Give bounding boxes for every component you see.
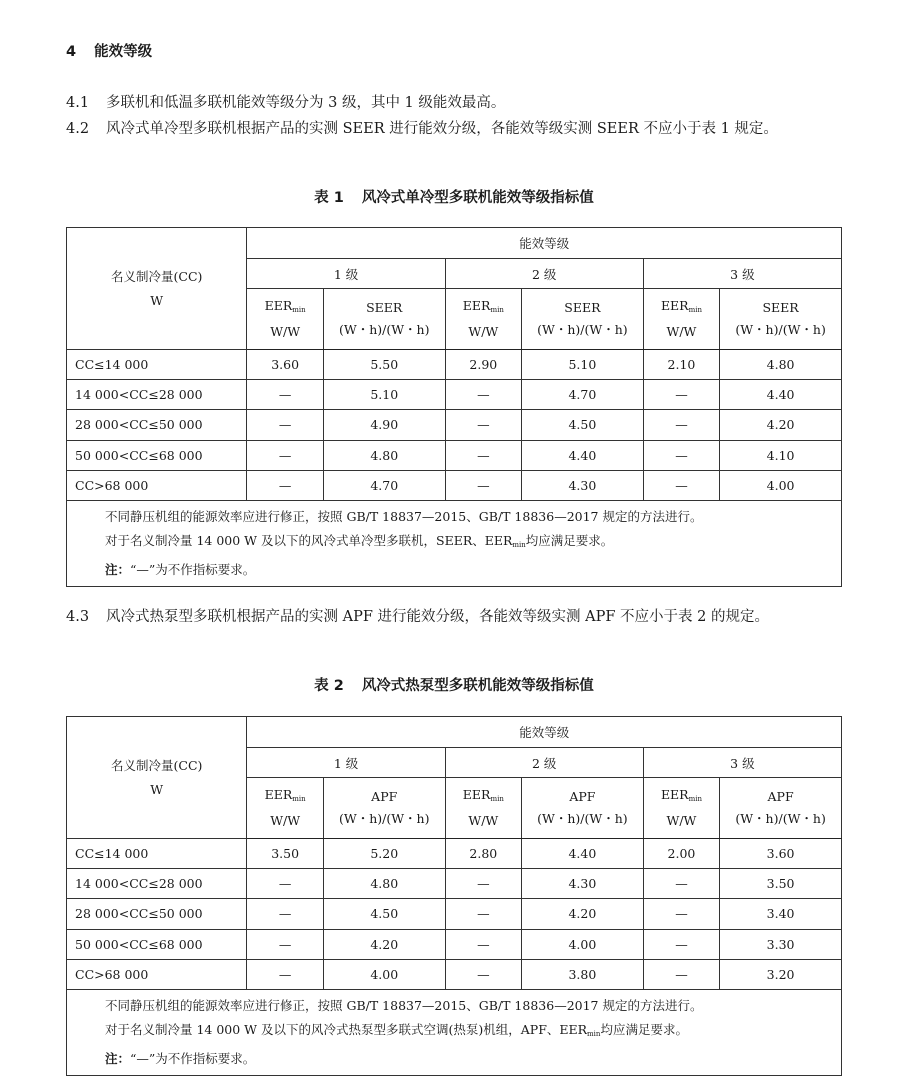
value-cell: 5.10 — [522, 350, 644, 380]
value-cell: 4.80 — [323, 440, 445, 470]
table-1-caption: 表 1 风冷式单冷型多联机能效等级指标值 — [314, 190, 594, 206]
eer-cell: — — [643, 410, 719, 440]
grade-3-header: 3 级 — [643, 259, 841, 289]
table-row — [67, 839, 842, 869]
table-row — [67, 410, 842, 440]
eer-cell: — — [445, 380, 521, 410]
apf-header: APF (W・h)/(W・h) — [323, 778, 445, 839]
value-cell: 3.30 — [720, 929, 842, 959]
row-label: 50 000<CC≤68 000 — [67, 440, 247, 470]
value-cell: 4.90 — [323, 410, 445, 440]
row-label: 14 000<CC≤28 000 — [67, 380, 247, 410]
row-label: 28 000<CC≤50 000 — [67, 899, 247, 929]
eer-cell: — — [247, 410, 323, 440]
grade-group-header: 能效等级 — [247, 717, 842, 748]
value-cell: 4.20 — [522, 899, 644, 929]
row-label: 14 000<CC≤28 000 — [67, 869, 247, 899]
eer-cell: — — [445, 470, 521, 500]
table-row — [67, 929, 842, 959]
value-cell: 4.40 — [720, 380, 842, 410]
row-label: CC≤14 000 — [67, 350, 247, 380]
table-notes: 不同静压机组的能源效率应进行修正，按照 GB/T 18837—2015、GB/T 18836—2017 规定的方法进行。 对于名义制冷量 14 000 W 及以下的风冷式热泵型多联式空调(热泵)机组，APF、$EER_{min}$均应满足要求。 注：“—”为不作指标要求。 — [67, 989, 842, 1076]
eer-cell: — — [247, 869, 323, 899]
table-row — [67, 899, 842, 929]
value-cell: 4.50 — [522, 410, 644, 440]
value-cell: 3.40 — [720, 899, 842, 929]
value-cell: 5.50 — [323, 350, 445, 380]
grade-1-header: 1 级 — [247, 748, 445, 778]
table-row — [67, 350, 842, 380]
grade-group-header: 能效等级 — [247, 228, 842, 259]
value-cell: 4.40 — [522, 839, 644, 869]
value-cell: 4.00 — [720, 470, 842, 500]
table-row — [67, 380, 842, 410]
table-body — [67, 350, 842, 501]
row-label: CC>68 000 — [67, 470, 247, 500]
table-row — [67, 869, 842, 899]
value-cell: 4.30 — [522, 869, 644, 899]
value-cell: 4.80 — [323, 869, 445, 899]
eer-cell: — — [643, 869, 719, 899]
eer-cell: — — [247, 440, 323, 470]
cc-column-header: 名义制冷量(CC) W — [67, 717, 247, 839]
eer-cell: — — [247, 899, 323, 929]
row-label: 50 000<CC≤68 000 — [67, 929, 247, 959]
eer-cell: — — [643, 440, 719, 470]
row-label: CC≤14 000 — [67, 839, 247, 869]
grade-2-header: 2 级 — [445, 748, 643, 778]
table-2 — [66, 716, 842, 1076]
eer-cell: — — [643, 929, 719, 959]
eer-cell: — — [445, 410, 521, 440]
grade-1-header: 1 级 — [247, 259, 445, 289]
eer-header: $EER_{min}$ W/W — [643, 778, 719, 839]
eer-header: $EER_{min}$ W/W — [445, 289, 521, 350]
eer-cell: — — [247, 470, 323, 500]
eer-cell: — — [445, 899, 521, 929]
eer-header: $EER_{min}$ W/W — [247, 289, 323, 350]
table-row — [67, 470, 842, 500]
eer-cell: — — [445, 959, 521, 989]
grade-2-header: 2 级 — [445, 259, 643, 289]
value-cell: 4.80 — [720, 350, 842, 380]
value-cell: 5.20 — [323, 839, 445, 869]
value-cell: 3.60 — [720, 839, 842, 869]
grade-3-header: 3 级 — [643, 748, 841, 778]
paragraph-4-1: 4.1 多联机和低温多联机能效等级分为 3 级，其中 1 级能效最高。 — [66, 95, 506, 111]
apf-header: APF (W・h)/(W・h) — [720, 778, 842, 839]
value-cell: 4.40 — [522, 440, 644, 470]
value-cell: 4.20 — [720, 410, 842, 440]
table-row — [67, 440, 842, 470]
section-number: 4 — [66, 44, 77, 60]
eer-cell: — — [643, 899, 719, 929]
seer-header: SEER (W・h)/(W・h) — [720, 289, 842, 350]
paragraph-4-3: 4.3 风冷式热泵型多联机根据产品的实测 APF 进行能效分级，各能效等级实测 APF 不应小于表 2 的规定。 — [66, 609, 769, 625]
eer-cell: 3.50 — [247, 839, 323, 869]
eer-cell: — — [247, 380, 323, 410]
value-cell: 3.50 — [720, 869, 842, 899]
value-cell: 4.20 — [323, 929, 445, 959]
value-cell: 4.30 — [522, 470, 644, 500]
eer-cell: — — [445, 929, 521, 959]
seer-header: SEER (W・h)/(W・h) — [323, 289, 445, 350]
value-cell: 4.00 — [323, 959, 445, 989]
eer-cell: — — [643, 470, 719, 500]
eer-cell: 2.10 — [643, 350, 719, 380]
eer-header: $EER_{min}$ W/W — [643, 289, 719, 350]
table-notes: 不同静压机组的能源效率应进行修正，按照 GB/T 18837—2015、GB/T 18836—2017 规定的方法进行。 对于名义制冷量 14 000 W 及以下的风冷式单冷型多联机，SEER、$EER_{min}$均应满足要求。 注：“—”为不作指标要求。 — [67, 500, 842, 587]
value-cell: 4.10 — [720, 440, 842, 470]
eer-header: $EER_{min}$ W/W — [445, 778, 521, 839]
row-label: 28 000<CC≤50 000 — [67, 410, 247, 440]
value-cell: 3.80 — [522, 959, 644, 989]
eer-cell: — — [247, 929, 323, 959]
eer-cell: — — [643, 959, 719, 989]
eer-cell: — — [445, 869, 521, 899]
section-heading — [66, 40, 152, 61]
section-title: 能效等级 — [94, 44, 153, 60]
table-body — [67, 839, 842, 990]
value-cell: 3.20 — [720, 959, 842, 989]
value-cell: 4.50 — [323, 899, 445, 929]
seer-header: SEER (W・h)/(W・h) — [522, 289, 644, 350]
eer-cell: 2.90 — [445, 350, 521, 380]
table-2-caption: 表 2 风冷式热泵型多联机能效等级指标值 — [314, 678, 594, 694]
paragraph-4-2: 4.2 风冷式单冷型多联机根据产品的实测 SEER 进行能效分级，各能效等级实测 SEER 不应小于表 1 规定。 — [66, 121, 778, 137]
eer-cell: — — [643, 380, 719, 410]
eer-cell: — — [247, 959, 323, 989]
value-cell: 5.10 — [323, 380, 445, 410]
apf-header: APF (W・h)/(W・h) — [522, 778, 644, 839]
value-cell: 4.70 — [522, 380, 644, 410]
table-1 — [66, 227, 842, 587]
row-label: CC>68 000 — [67, 959, 247, 989]
eer-cell: — — [445, 440, 521, 470]
eer-cell: 2.80 — [445, 839, 521, 869]
cc-column-header: 名义制冷量(CC) W — [67, 228, 247, 350]
value-cell: 4.00 — [522, 929, 644, 959]
table-row — [67, 959, 842, 989]
eer-cell: 2.00 — [643, 839, 719, 869]
eer-cell: 3.60 — [247, 350, 323, 380]
eer-header: $EER_{min}$ W/W — [247, 778, 323, 839]
value-cell: 4.70 — [323, 470, 445, 500]
